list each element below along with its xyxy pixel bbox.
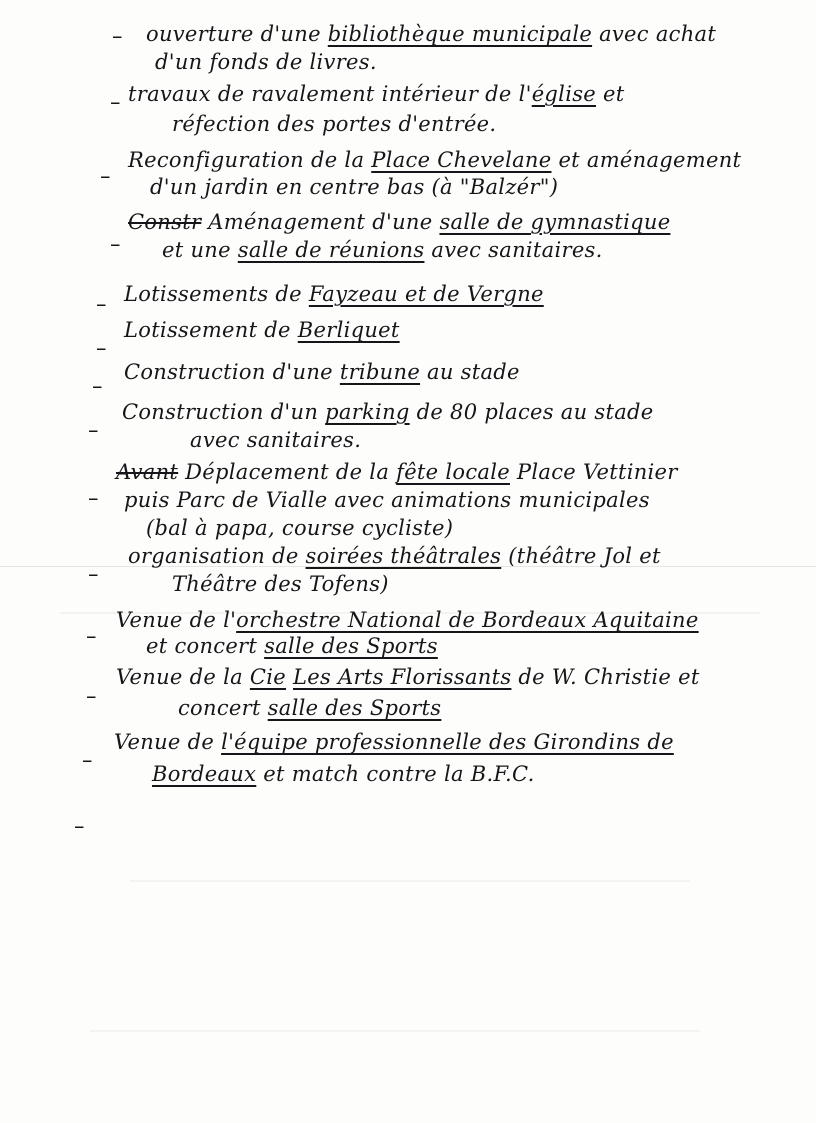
list-item-line: puis Parc de Vialle avec animations municipales (124, 488, 650, 512)
list-item-line: concert salle des Sports (178, 696, 442, 720)
list-item-line: et concert salle des Sports (146, 634, 438, 658)
list-item-line: Avant Déplacement de la fête locale Place Vettinier (116, 460, 678, 484)
list-item-line: Théâtre des Tofens) (172, 572, 389, 596)
list-item-line: Construction d'une tribune au stade (124, 360, 520, 384)
item-dash: – (92, 374, 103, 398)
item-dash: – (88, 562, 99, 586)
list-item-line: Venue de la Cie Les Arts Florissants de W. Christie et (116, 665, 700, 689)
list-item-line: Lotissements de Fayzeau et de Vergne (124, 282, 544, 306)
item-dash: – (88, 486, 99, 510)
bleed-through-mark (130, 880, 690, 882)
list-item-line: Lotissement de Berliquet (124, 318, 400, 342)
list-item-line: Venue de l'orchestre National de Bordeaux Aquitaine (116, 608, 699, 632)
list-item-line: d'un fonds de livres. (155, 50, 377, 74)
list-item-line: ouverture d'une bibliothèque municipale avec achat (146, 22, 717, 46)
list-item-line: réfection des portes d'entrée. (172, 112, 497, 136)
item-dash: – (86, 624, 97, 648)
item-dash: – (74, 814, 85, 838)
item-dash: – (88, 418, 99, 442)
list-item-line: Venue de l'équipe professionnelle des Girondins de (114, 730, 674, 754)
item-dash: – (96, 336, 107, 360)
list-item-line: et une salle de réunions avec sanitaires. (162, 238, 603, 262)
item-dash: – (86, 684, 97, 708)
list-item-line: travaux de ravalement intérieur de l'église et (128, 82, 625, 106)
list-item-line: Bordeaux et match contre la B.F.C. (152, 762, 535, 786)
item-dash: – (82, 748, 93, 772)
list-item-line: Constr Aménagement d'une salle de gymnastique (128, 210, 671, 234)
item-dash: – (96, 292, 107, 316)
item-dash: – (112, 24, 123, 48)
bleed-through-mark (90, 1030, 700, 1032)
list-item-line: Reconfiguration de la Place Chevelane et aménagement (128, 148, 742, 172)
item-dash: – (100, 164, 111, 188)
item-dash: – (110, 90, 121, 114)
list-item-line: (bal à papa, course cycliste) (146, 516, 454, 540)
item-dash: – (110, 232, 121, 256)
list-item-line: Construction d'un parking de 80 places au stade (122, 400, 654, 424)
list-item-line: avec sanitaires. (190, 428, 362, 452)
list-item-line: d'un jardin en centre bas (à "Balzér") (150, 175, 559, 199)
list-item-line: organisation de soirées théâtrales (théâtre Jol et (128, 544, 661, 568)
